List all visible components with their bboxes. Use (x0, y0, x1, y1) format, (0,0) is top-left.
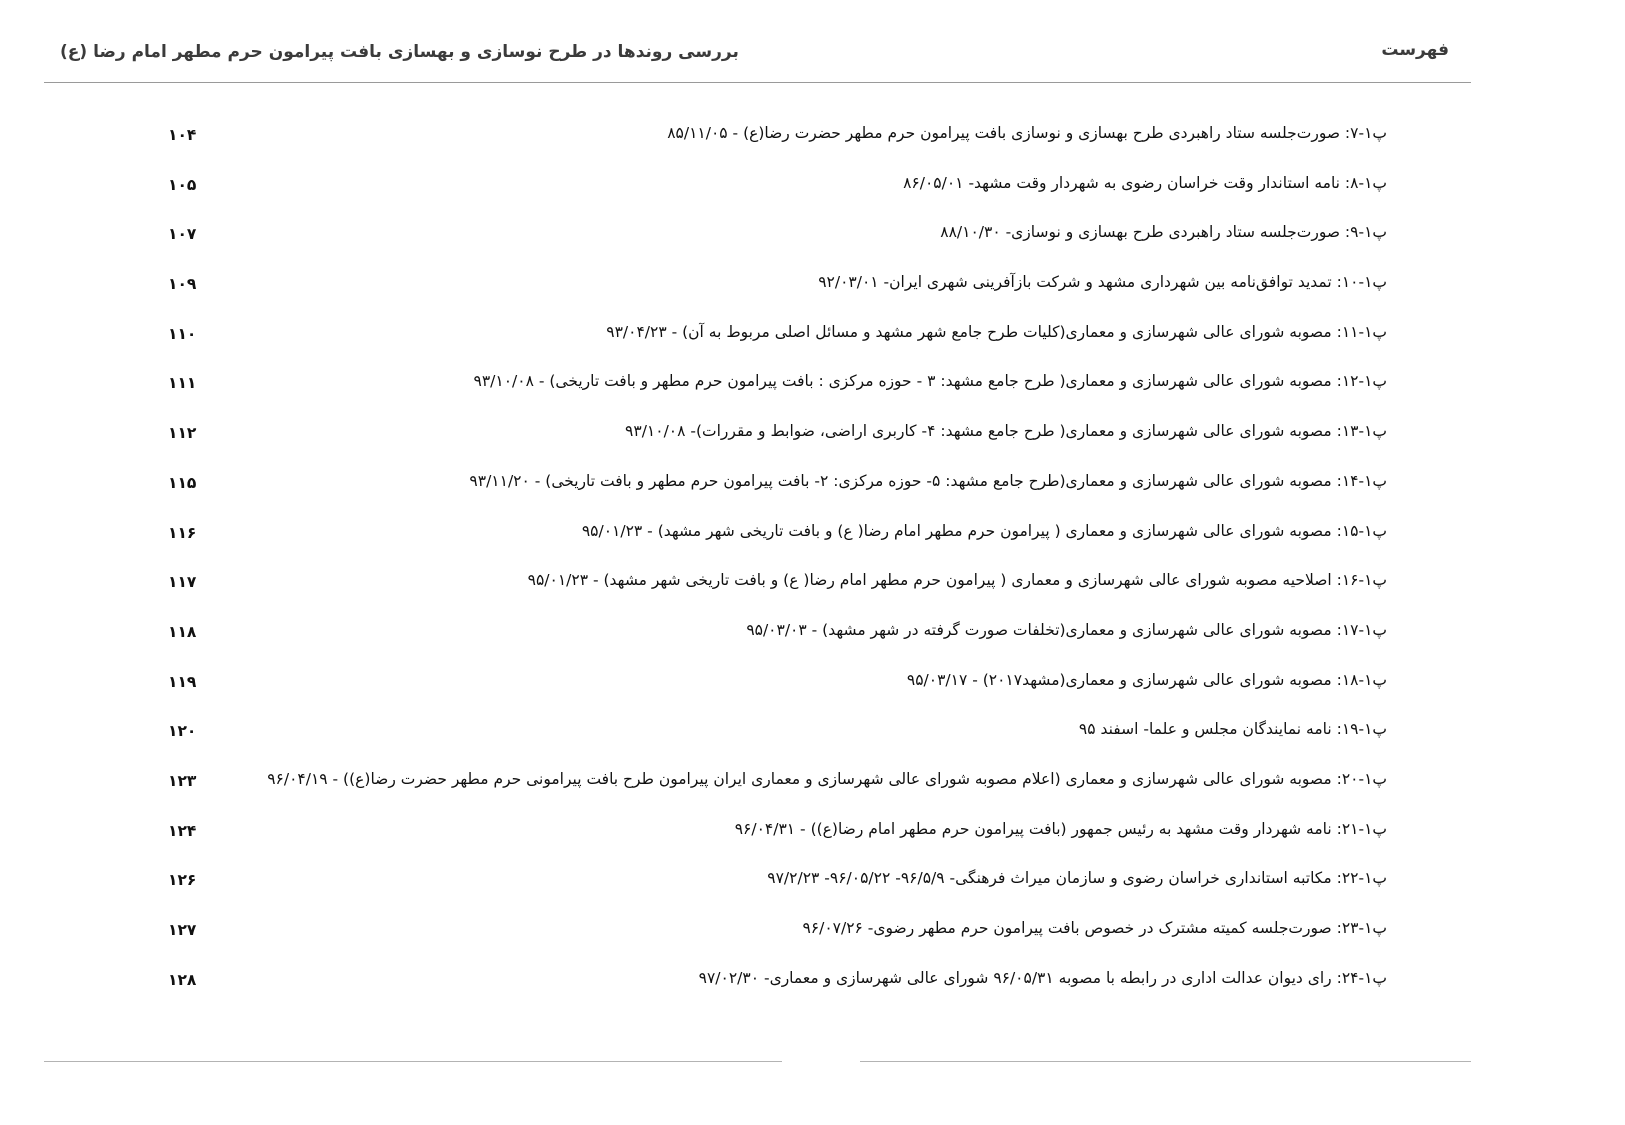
toc-entry-title: پ۱-۱۴: مصوبه شورای عالی شهرسازی و معماری(طرح جامع مشهد: ۵- حوزه مرکزی: ۲- بافت پیرامون حرم مطهر و بافت تاریخی) - ۹۳/۱۱/۲۰ (469, 471, 1387, 490)
toc-entry[interactable] (0, 311, 1625, 361)
toc-entry-page: ۱۰۵ (168, 175, 197, 194)
toc-entry-page: ۱۱۰ (168, 324, 197, 343)
toc-entry-title: پ۱-۱۱: مصوبه شورای عالی شهرسازی و معماری(کلیات طرح جامع شهر مشهد و مسائل اصلی مربوط به آن) - ۹۳/۰۴/۲۳ (606, 322, 1387, 341)
footer-divider-left (44, 1061, 782, 1062)
toc-entry-title: پ۱-۲۱: نامه شهردار وقت مشهد به رئیس جمهور (بافت پیرامون حرم مطهر امام رضا(ع)) - ۹۶/۰۴/۳۱ (734, 819, 1387, 838)
toc-entry[interactable] (0, 261, 1625, 311)
toc-entry-title: پ۱-۱۵: مصوبه شورای عالی شهرسازی و معماری ( پیرامون حرم مطهر امام رضا( ع) و بافت تاریخی شهر مشهد) - ۹۵/۰۱/۲۳ (581, 521, 1387, 540)
toc-entry-title: پ۱-۲۴: رای دیوان عدالت اداری در رابطه با مصوبه ۹۶/۰۵/۳۱ شورای عالی شهرسازی و معماری- ۹۷/۰۲/۳۰ (698, 968, 1387, 987)
toc-entry-title: پ۱-۲۰: مصوبه شورای عالی شهرسازی و معماری (اعلام مصوبه شورای عالی شهرسازی و معماری ایران پیرامون طرح بافت پیرامونی حرم مطهر حضرت رضا(ع)) - ۹۶/۰۴/۱۹ (267, 769, 1387, 788)
toc-entry[interactable] (0, 460, 1625, 510)
toc-entry-page: ۱۲۸ (168, 970, 197, 989)
toc-entry-title: پ۱-۲۳: صورت‌جلسه کمیته مشترک در خصوص بافت پیرامون حرم مطهر رضوی- ۹۶/۰۷/۲۶ (802, 919, 1387, 937)
toc-entry[interactable] (0, 609, 1625, 659)
toc-entry[interactable] (0, 162, 1625, 212)
toc-entry-page: ۱۲۶ (168, 871, 197, 890)
toc-entry-title: پ۱-۱۸: مصوبه شورای عالی شهرسازی و معماری(مشهد۲۰۱۷) - ۹۵/۰۳/۱۷ (906, 670, 1387, 689)
toc-entry-title: پ۱-۲۲: مکاتبه استانداری خراسان رضوی و سازمان میراث فرهنگی- ۹۶/۵/۹- ۹۶/۰۵/۲۲- ۹۷/۲/۲۳ (767, 869, 1387, 888)
toc-entry[interactable] (0, 808, 1625, 858)
toc-entry-page: ۱۱۸ (168, 622, 197, 641)
toc-entry-page: ۱۱۶ (168, 523, 197, 542)
toc-entry[interactable] (0, 708, 1625, 758)
toc-entry-title: پ۱-۱۰: تمدید توافق‌نامه بین شهرداری مشهد و شرکت بازآفرینی شهری ایران- ۹۲/۰۳/۰۱ (818, 273, 1387, 292)
toc-entry-page: ۱۲۰ (168, 722, 197, 741)
toc-entry-page: ۱۱۵ (168, 473, 197, 492)
footer-divider-right (860, 1061, 1471, 1062)
table-of-contents (0, 112, 1625, 1006)
toc-entry-page: ۱۱۱ (168, 374, 197, 393)
toc-entry[interactable] (0, 211, 1625, 261)
toc-entry-page: ۱۰۴ (168, 126, 197, 144)
toc-entry[interactable] (0, 758, 1625, 808)
toc-entry-title: پ۱-۷: صورت‌جلسه ستاد راهبردی طرح بهسازی و نوسازی بافت پیرامون حرم مطهر حضرت رضا(ع) - ۸۵/۱۱/۰۵ (667, 124, 1387, 142)
toc-entry-page: ۱۲۷ (168, 921, 197, 939)
toc-entry[interactable] (0, 510, 1625, 560)
toc-entry[interactable] (0, 360, 1625, 410)
toc-entry-title: پ۱-۱۶: اصلاحیه مصوبه شورای عالی شهرسازی و معماری ( پیرامون حرم مطهر امام رضا( ع) و بافت تاریخی شهر مشهد) - ۹۵/۰۱/۲۳ (527, 571, 1387, 590)
page-header (44, 28, 1471, 83)
toc-entry[interactable] (0, 907, 1625, 957)
toc-entry-page: ۱۱۷ (168, 573, 197, 592)
toc-entry-title: پ۱-۹: صورت‌جلسه ستاد راهبردی طرح بهسازی و نوسازی- ۸۸/۱۰/۳۰ (940, 223, 1387, 242)
toc-entry-title: پ۱-۱۳: مصوبه شورای عالی شهرسازی و معماری( طرح جامع مشهد: ۴- کاربری اراضی، ضوابط و مقررات)- ۹۳/۱۰/۰۸ (625, 422, 1387, 441)
toc-entry[interactable] (0, 559, 1625, 609)
toc-entry-title: پ۱-۱۲: مصوبه شورای عالی شهرسازی و معماری( طرح جامع مشهد: ۳ - حوزه مرکزی : بافت پیرامون حرم مطهر و بافت تاریخی) - ۹۳/۱۰/۰۸ (473, 372, 1387, 391)
toc-entry[interactable] (0, 857, 1625, 907)
toc-entry[interactable] (0, 957, 1625, 1007)
toc-entry-page: ۱۲۳ (168, 771, 197, 790)
toc-entry-title: پ۱-۸: نامه استاندار وقت خراسان رضوی به شهردار وقت مشهد- ۸۶/۰۵/۰۱ (903, 173, 1387, 192)
toc-entry[interactable] (0, 659, 1625, 709)
toc-entry[interactable] (0, 410, 1625, 460)
toc-entry-page: ۱۱۲ (168, 424, 197, 443)
toc-entry-title: پ۱-۱۹: نامه نمایندگان مجلس و علما- اسفند ۹۵ (1078, 720, 1387, 739)
section-label: فهرست (1381, 40, 1449, 60)
toc-entry-page: ۱۱۹ (168, 672, 197, 691)
toc-entry[interactable] (0, 112, 1625, 162)
toc-entry-title: پ۱-۱۷: مصوبه شورای عالی شهرسازی و معماری(تخلفات صورت گرفته در شهر مشهد) - ۹۵/۰۳/۰۳ (746, 620, 1387, 639)
toc-entry-page: ۱۰۷ (168, 225, 197, 244)
toc-entry-page: ۱۰۹ (168, 275, 197, 294)
toc-entry-page: ۱۲۴ (168, 821, 197, 840)
document-title: بررسی روندها در طرح نوسازی و بهسازی بافت پیرامون حرم مطهر امام رضا (ع) (60, 42, 739, 62)
